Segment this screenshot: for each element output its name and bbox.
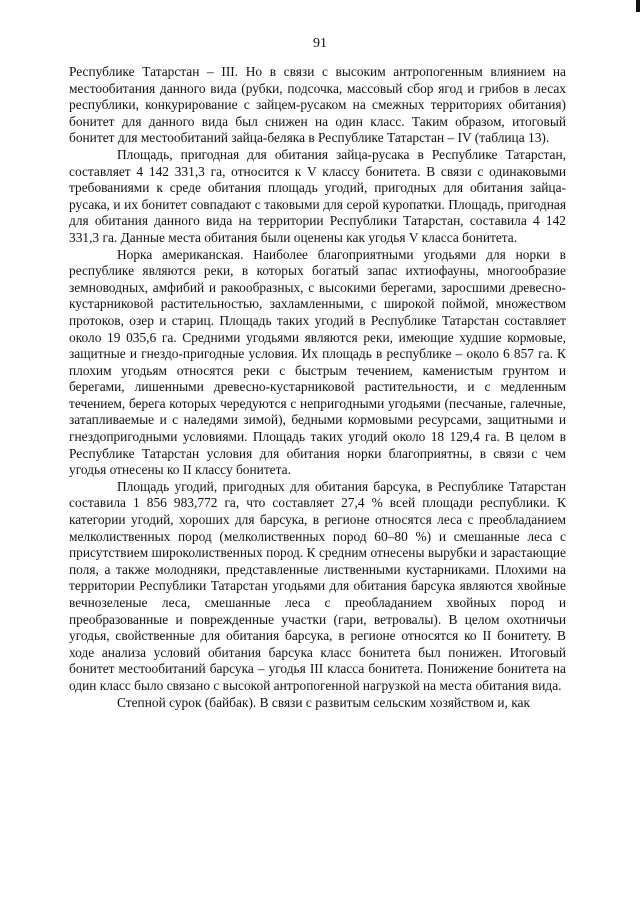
page-number: 91 [313, 36, 327, 51]
paragraph: Площадь угодий, пригодных для обитания барсука, в Республике Татарстан составила 1 856 983,772 га, что составляет 27,4 % всей площади республики. К категории угодий, хороших для барсука, в регионе относятся леса с преобладанием мелколиственных пород (мелколиственных пород 60–80 %) и смешанные леса с присутствием широколиственных пород. К средним отнесены вырубки и зарастающие поля, а также молодняки, представленные лиственными кустарниками. Плохими на территории Республики Татарстан угодьями для обитания барсука являются хвойные вечнозеленые леса, смешанные леса с преобладанием хвойных пород и преобразованные и поврежденные участки (гари, ветровалы). В целом охотничьи угодья, свойственные для обитания барсука, в регионе относятся ко II бонитету. В ходе анализа условий обитания барсука класс бонитета был понижен. Итоговый бонитет местообитаний барсука – угодья III класса бонитета. Понижение бонитета на один класс было связано с высокой антропогенной нагрузкой на места обитания вида. [69, 478, 566, 693]
paragraph: Республике Татарстан – III. Но в связи с высоким антропогенным влиянием на местообитания данного вида (рубки, подсочка, массовый сбор ягод и грибов в лесах республики, конкурирование с зайцем-русаком на смежных территориях обитания) бонитет для данного вида был снижен на один класс. Таким образом, итоговый бонитет для местообитаний зайца-беляка в Республике Татарстан – IV (таблица 13). [69, 64, 566, 146]
scan-edge-mark [636, 0, 640, 12]
paragraph: Степной сурок (байбак). В связи с развитым сельским хозяйством и, как [117, 694, 530, 710]
body-text [69, 64, 566, 711]
paragraph: Площадь, пригодная для обитания зайца-русака в Республике Татарстан, составляет 4 142 331,3 га, относится к V классу бонитета. В связи с одинаковыми требованиями к среде обитания площадь угодий, пригодных для обитания зайца-русака, и их бонитет совпадают с таковыми для серой куропатки. Площадь, пригодная для обитания данного вида на территории Республики Татарстан, составила 4 142 331,3 га. Данные места обитания были оценены как угодья V класса бонитета. [69, 146, 566, 245]
paragraph: Норка американская. Наиболее благоприятными угодьями для норки в республике являются реки, в которых богатый запас ихтиофауны, многообразие земноводных, амфибий и ракообразных, с высокими берегами, заросшими древесно-кустарниковой растительностью, захламленными, с широкой поймой, множеством протоков, озер и стариц. Площадь таких угодий в Республике Татарстан составляет около 19 035,6 га. Средними угодьями являются реки, имеющие худшие кормовые, защитные и гнездо-пригодные условия. Их площадь в республике – около 6 857 га. К плохим угодьям относятся реки с быстрым течением, каменистым грунтом и берегами, лишенными древесно-кустарниковой растительности, и с медленным течением, берега которых чередуются с непригодными угодьями (песчаные, галечные, затапливаемые и с наледями зимой), бедными кормовыми ресурсами, защитными и гнездопригодными условиями. Площадь таких угодий около 18 129,4 га. В целом в Республике Татарстан условия для обитания норки благоприятны, в связи с чем угодья отнесены ко II классу бонитета. [69, 246, 566, 478]
